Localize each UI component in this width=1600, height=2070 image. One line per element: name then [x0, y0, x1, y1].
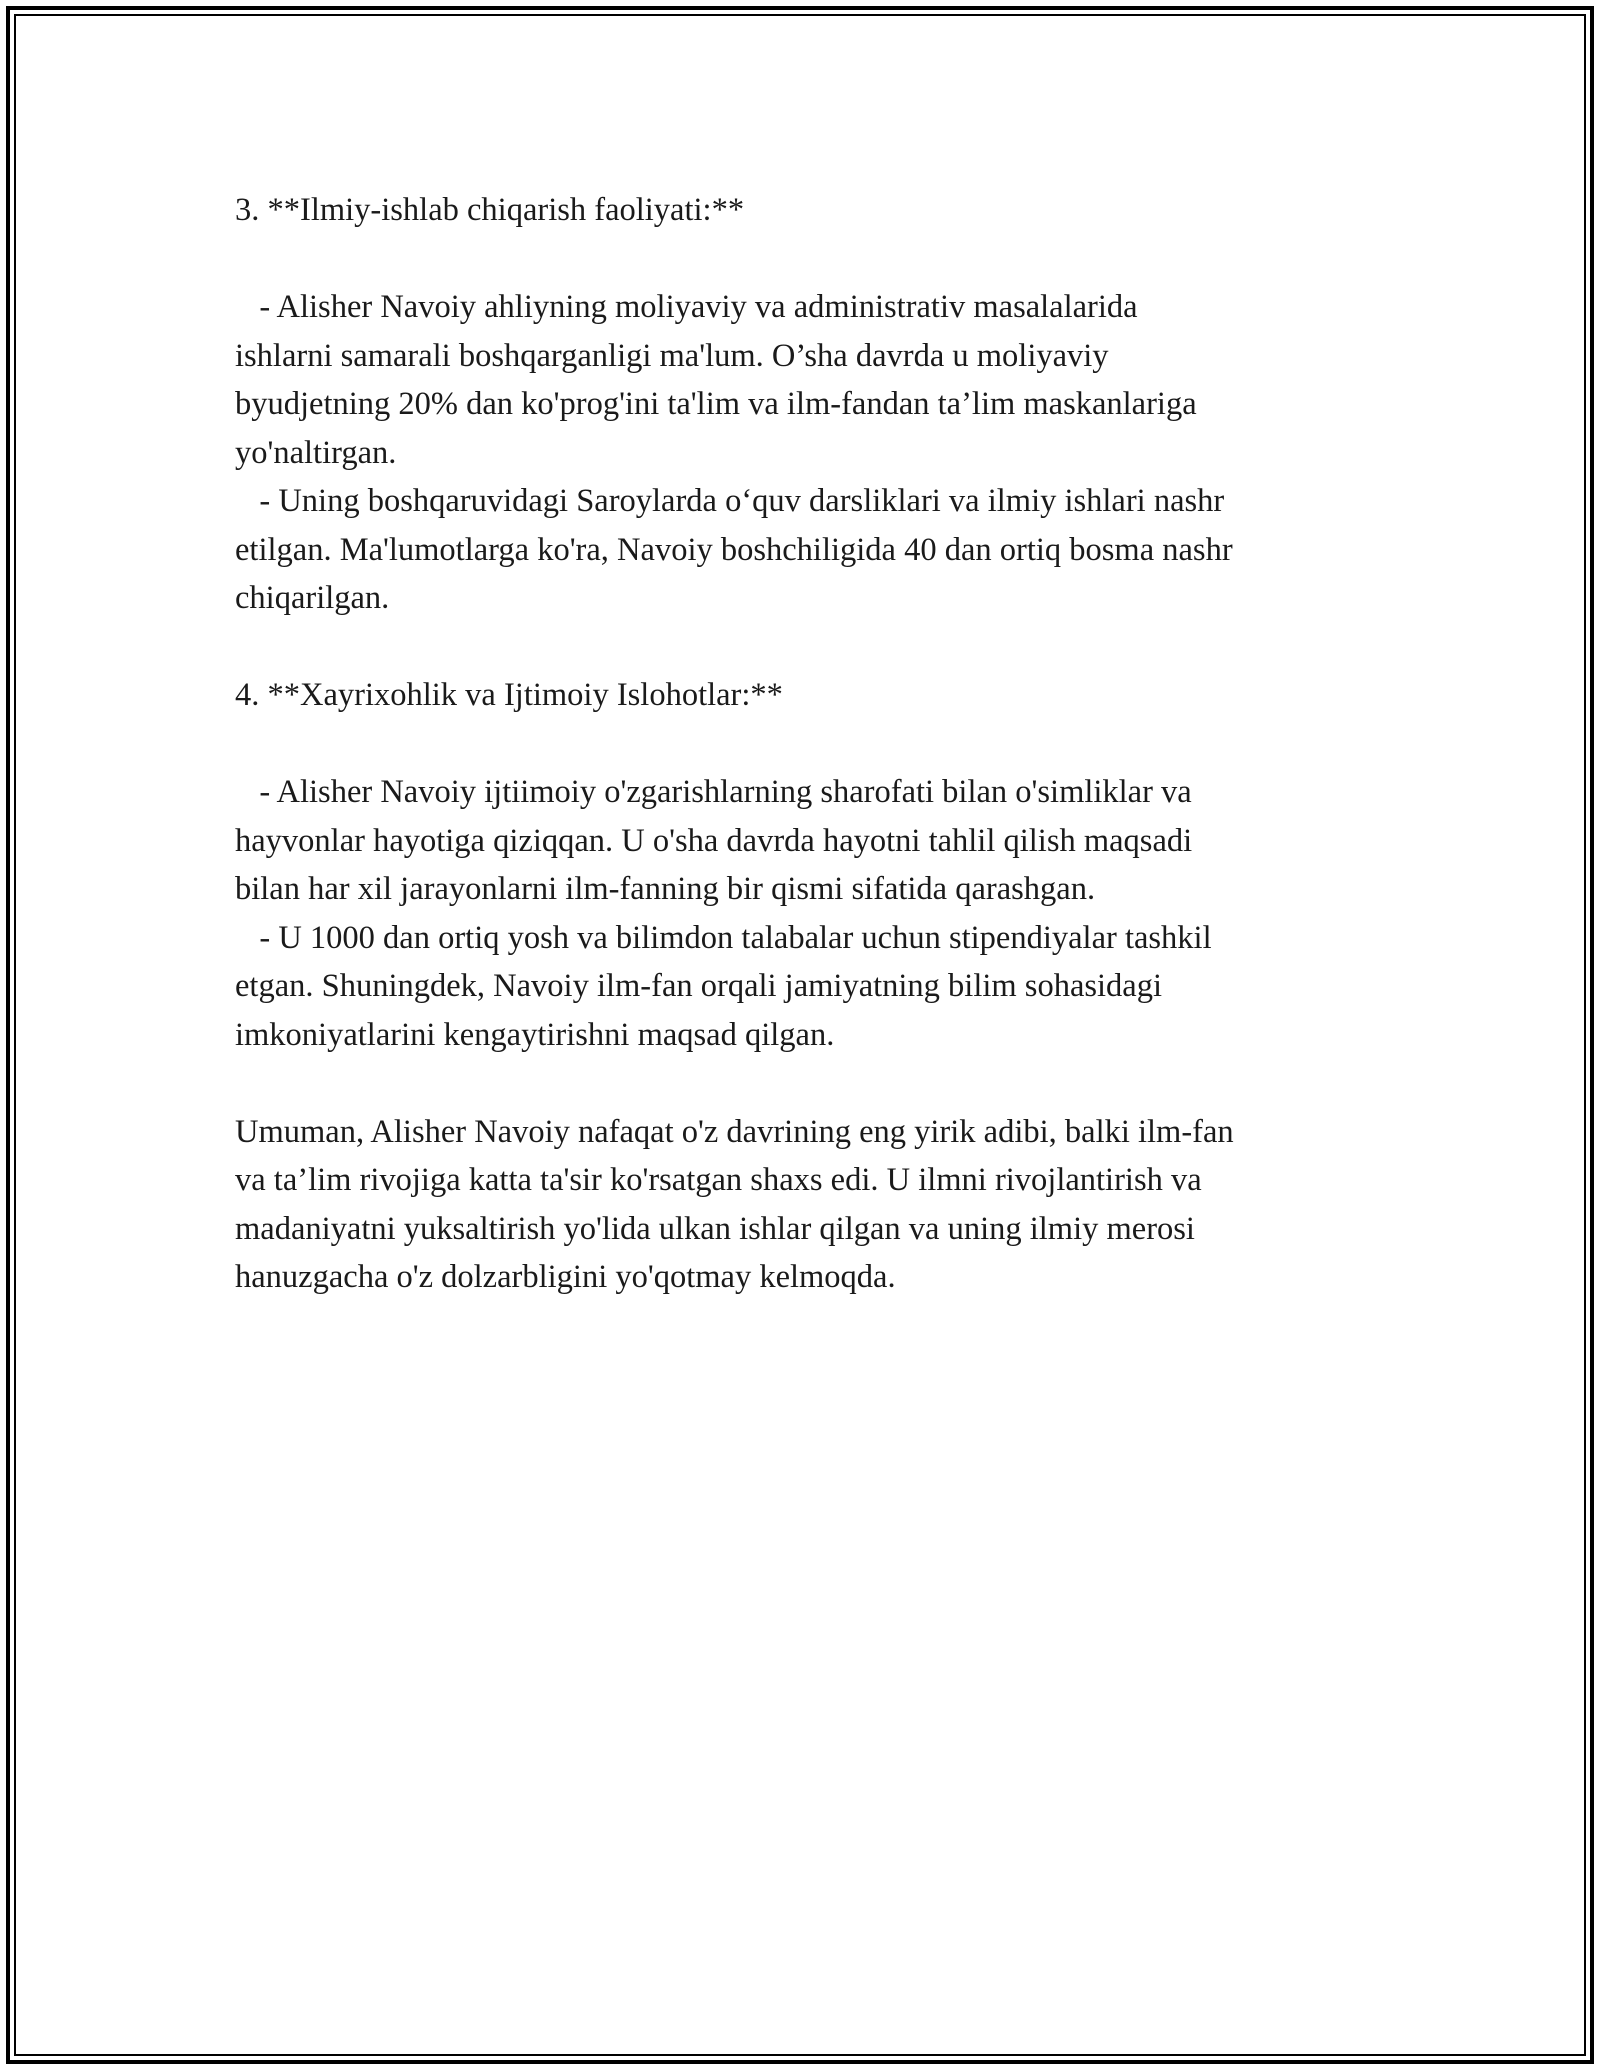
blank-line — [235, 235, 1415, 284]
conclusion-line-2: va ta’lim rivojiga katta ta'sir ko'rsatgan shaxs edi. U ilmni rivojlantirish va — [235, 1162, 1202, 1198]
section-3-bullet-1-line-3: byudjetning 20% dan ko'prog'ini ta'lim va ilm-fandan ta’lim maskanlariga — [235, 386, 1197, 422]
section-3-bullet-2-line-3: chiqarilgan. — [235, 580, 390, 616]
blank-line — [235, 623, 1415, 672]
section-4-bullet-2-line-2: etgan. Shuningdek, Navoiy ilm-fan orqali jamiyatning bilim sohasidagi — [235, 968, 1162, 1004]
section-4-bullet-2-line-3: imkoniyatlarini kengaytirishni maqsad qilgan. — [235, 1016, 835, 1053]
blank-line — [235, 720, 1415, 769]
section-3-heading: 3. **Ilmiy-ishlab chiqarish faoliyati:** — [235, 192, 745, 228]
section-4-bullet-1-line-3: bilan har xil jarayonlarni ilm-fanning bir qismi sifatida qarashgan. — [235, 871, 1096, 907]
section-3-bullet-2-line-1: - Uning boshqaruvidagi Saroylarda o‘quv darsliklari va ilmiy ishlari nashr — [235, 483, 1225, 519]
section-3-bullet-2-line-2: etilgan. Ma'lumotlarga ko'ra, Navoiy boshchiligida 40 dan ortiq bosma nashr — [235, 531, 1233, 568]
section-4-bullet-2-line-1: - U 1000 dan ortiq yosh va bilimdon talabalar uchun stipendiyalar tashkil — [235, 919, 1212, 956]
section-3-bullet-1-line-4: yo'naltirgan. — [235, 434, 397, 471]
section-4-bullet-1-line-1: - Alisher Navoiy ijtiimoiy o'zgarishlarning sharofati bilan o'simliklar va — [235, 774, 1192, 810]
section-3-bullet-1-line-2: ishlarni samarali boshqarganligi ma'lum. O’sha davrda u moliyaviy — [235, 337, 1109, 374]
conclusion-line-4: hanuzgacha o'z dolzarbligini yo'qotmay kelmoqda. — [235, 1259, 896, 1295]
document-body — [235, 186, 1415, 1302]
section-3-bullet-1-line-1: - Alisher Navoiy ahliyning moliyaviy va administrativ masalalarida — [235, 289, 1138, 325]
blank-line — [235, 1059, 1415, 1108]
conclusion-line-3: madaniyatni yuksaltirish yo'lida ulkan ishlar qilgan va uning ilmiy merosi — [235, 1210, 1195, 1247]
conclusion-line-1: Umuman, Alisher Navoiy nafaqat o'z davrining eng yirik adibi, balki ilm-fan — [235, 1113, 1234, 1150]
section-4-bullet-1-line-2: hayvonlar hayotiga qiziqqan. U o'sha davrda hayotni tahlil qilish maqsadi — [235, 822, 1193, 859]
section-4-heading: 4. **Xayrixohlik va Ijtimoiy Islohotlar:** — [235, 677, 783, 713]
